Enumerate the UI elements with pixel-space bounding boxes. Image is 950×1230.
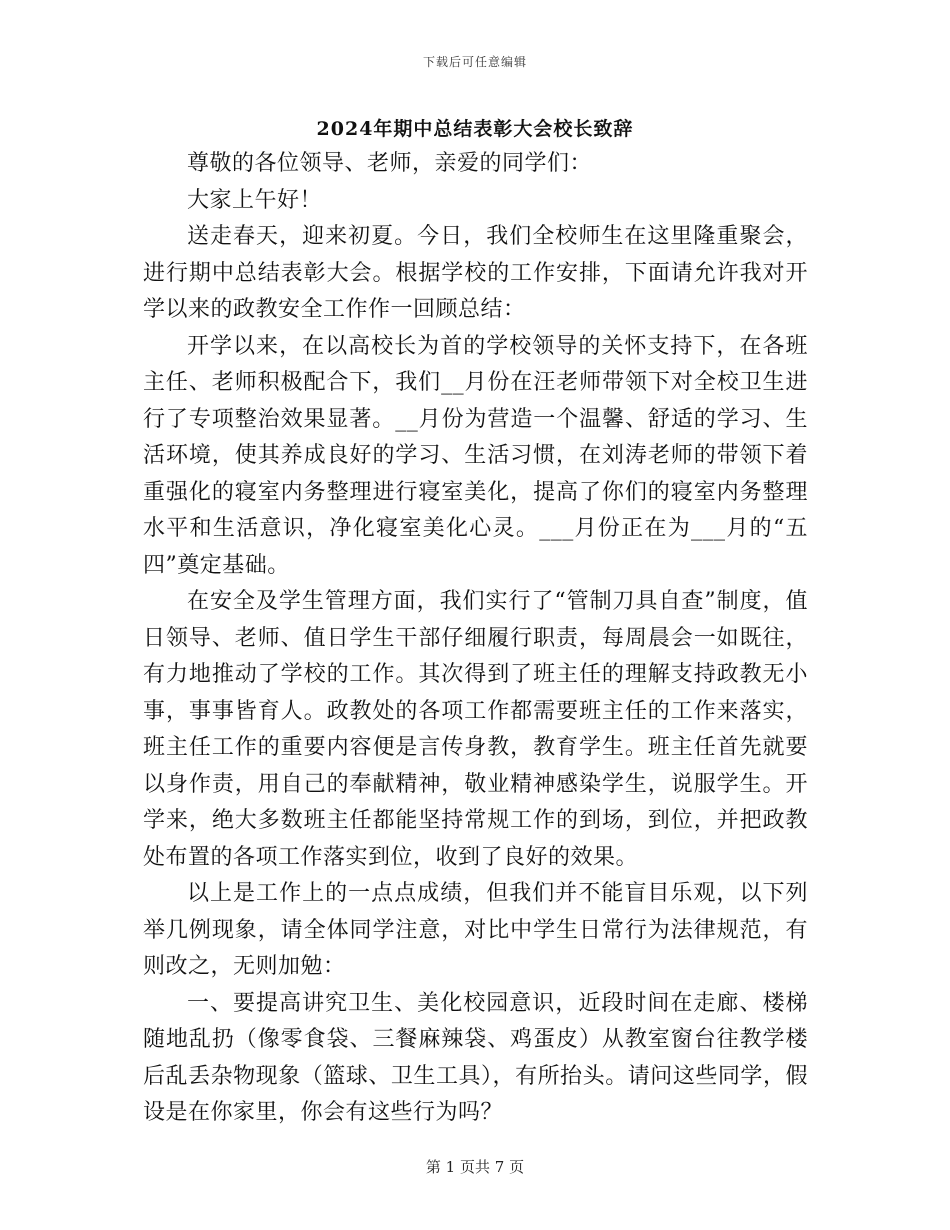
header-note: 下载后可任意编辑 [422, 55, 527, 69]
paragraph-work-review: 开学以来，在以高校长为首的学校领导的关怀支持下，在各班主任、老师积极配合下，我们__月份在汪老师带领下对全校卫生进行了专项整治效果显著。__月份为营造一个温馨、舒适的学习、生活环境，使其养成良好的学习、生活习惯，在刘涛老师的带领下着重强化的寝室内务整理进行寝室美化，提高了你们的寝室内务整理水平和生活意识，净化寝室美化心灵。___月份正在为___月的“五四”奠定基础。 [143, 333, 808, 578]
paragraph-greeting: 大家上午好！ [187, 187, 323, 213]
paragraph-safety-management: 在安全及学生管理方面，我们实行了“管制刀具自查”制度，值日领导、老师、值日学生干部仔细履行职责，每周晨会一如既往，有力地推动了学校的工作。其次得到了班主任的理解支持政教无小事，事事皆育人。政教处的各项工作都需要班主任的工作来落实，班主任工作的重要内容便是言传身教，教育学生。班主任首先就要以身作责，用自己的奉献精神，敬业精神感染学生，说服学生。开学来，绝大多数班主任都能坚持常规工作的到场，到位，并把政教处布置的各项工作落实到位，收到了良好的效果。 [143, 589, 808, 870]
page-number: 第 1 页共 7 页 [425, 1158, 525, 1176]
paragraph-hygiene-issue: 一、要提高讲究卫生、美化校园意识，近段时间在走廊、楼梯随地乱扔（像零食袋、三餐麻辣袋、鸡蛋皮）从教室窗台往教学楼后乱丢杂物现象（篮球、卫生工具），有所抬头。请问这些同学，假设是在你家里，你会有这些行为吗？ [143, 990, 808, 1125]
document-body [143, 146, 808, 1132]
paragraph-salutation: 尊敬的各位领导、老师，亲爱的同学们： [187, 151, 593, 176]
document-title: 2024年期中总结表彰大会校长致辞 [316, 118, 634, 140]
paragraph-intro: 送走春天，迎来初夏。今日，我们全校师生在这里隆重聚会，进行期中总结表彰大会。根据学校的工作安排，下面请允许我对开学以来的政教安全工作作一回顾总结： [143, 224, 808, 322]
paragraph-achievements: 以上是工作上的一点点成绩，但我们并不能盲目乐观，以下列举几例现象，请全体同学注意，对比中学生日常行为法律规范，有则改之，无则加勉： [143, 881, 808, 979]
